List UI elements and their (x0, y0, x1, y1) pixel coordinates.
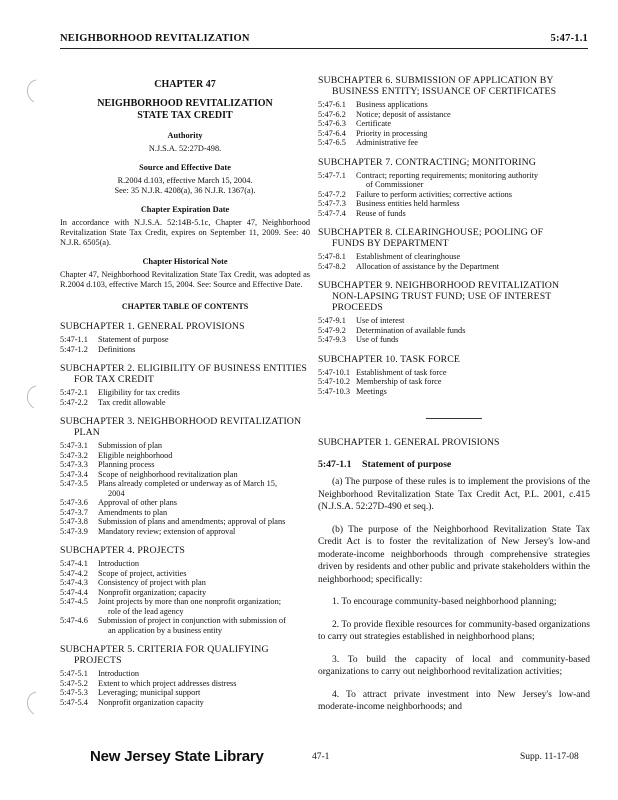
toc-row (60, 578, 310, 588)
toc-left (60, 321, 310, 707)
toc-section-title: Allocation of assistance by the Department (356, 261, 500, 271)
toc-row (318, 129, 590, 139)
toc-row (60, 669, 310, 679)
punch-hole-mark (22, 78, 42, 104)
toc-row (60, 498, 310, 508)
toc-section-number: 5:47-5.4 (60, 697, 88, 707)
toc-row (318, 377, 590, 387)
list-item: 1. To encourage community-based neighborhood planning; (332, 597, 557, 607)
authority-heading: Authority (167, 131, 203, 140)
left-column (60, 70, 310, 707)
paragraph-b: (b) The purpose of the Neighborhood Revitalization State Tax Credit Act is to foster the revitalization of New Jersey's low-and moderate-income neighborhoods through comprehensive strategies driven by residents and other public and private stakeholders within the neighborhood; specifically: (318, 524, 590, 585)
toc-row (60, 470, 310, 480)
toc-section-title: Mandatory review; extension of approval (98, 526, 236, 536)
toc-section-number: 5:47-9.2 (318, 325, 346, 335)
toc-section-number: 5:47-7.3 (318, 199, 346, 208)
toc-section-number: 5:47-5.2 (60, 678, 88, 688)
toc-row (318, 262, 590, 272)
toc-subchapter-heading: SUBCHAPTER 3. NEIGHBORHOOD REVITALIZATION PLAN (60, 416, 302, 438)
running-header (60, 33, 588, 47)
toc-section-title: Joint projects by more than one nonprofit organization; role of the lead agency (98, 597, 282, 616)
paragraph-a: (a) The purpose of these rules is to implement the provisions of the Neighborhood Revitalization State Tax Credit Act, P.L. 2001, c.415 (N.J.S.A. 52:27D-490 et seq.). (318, 477, 590, 512)
toc-section-title: Establishment of clearinghouse (356, 252, 461, 261)
toc-subchapter-heading: SUBCHAPTER 2. ELIGIBILITY OF BUSINESS ENTITIES FOR TAX CREDIT (60, 363, 307, 385)
toc-list (318, 100, 590, 148)
toc-row (318, 119, 590, 129)
section-divider (426, 418, 482, 419)
toc-section-number: 5:47-4.6 (60, 616, 88, 625)
toc-heading: CHAPTER TABLE OF CONTENTS (121, 302, 249, 311)
toc-section-title: Nonprofit organization; capacity (98, 587, 207, 597)
punch-hole-mark (22, 384, 42, 410)
toc-list (60, 388, 310, 407)
toc-subchapter-heading: SUBCHAPTER 7. CONTRACTING; MONITORING (318, 156, 536, 168)
source-heading: Source and Effective Date (139, 163, 231, 172)
toc-section-number: 5:47-4.5 (60, 597, 88, 606)
toc-section-number: 5:47-5.3 (60, 688, 88, 697)
toc-section-title: Plans already completed or underway as of March 15, 2004 (98, 479, 278, 498)
toc-subchapter-heading: SUBCHAPTER 4. PROJECTS (60, 545, 185, 556)
toc-section-number: 5:47-4.2 (60, 568, 88, 578)
toc-row (60, 698, 310, 708)
toc-section-number: 5:47-6.3 (318, 119, 346, 128)
footer-supplement-date: Supp. 11-17-08 (520, 752, 579, 762)
toc-row (60, 388, 310, 398)
toc-row (318, 335, 590, 345)
toc-section-number: 5:47-3.7 (60, 507, 88, 517)
toc-row (60, 588, 310, 598)
list-item: 2. To provide flexible resources for community-based organizations to carry out strategies established in neighborhood plans; (318, 619, 590, 642)
toc-section-title: Contract; reporting requirements; monitoring authority of Commissioner (356, 170, 539, 189)
toc-section-title: Approval of other plans (98, 498, 178, 507)
toc-section-number: 5:47-1.1 (60, 335, 88, 344)
toc-row (60, 569, 310, 579)
toc-row (60, 441, 310, 451)
toc-section-title: Submission of plan (98, 441, 163, 450)
toc-list (60, 441, 310, 536)
chapter-title: CHAPTER 47 (154, 79, 216, 90)
toc-section-number: 5:47-7.1 (318, 170, 346, 180)
toc-section-title: Tax credit allowable (98, 397, 166, 407)
toc-row (318, 100, 590, 110)
toc-list (60, 335, 310, 354)
toc-subchapter-heading: SUBCHAPTER 8. CLEARINGHOUSE; POOLING OF FUNDS BY DEPARTMENT (318, 227, 544, 249)
toc-section-title: Introduction (98, 669, 140, 678)
toc-row (318, 209, 590, 219)
toc-section-number: 5:47-3.1 (60, 441, 88, 450)
toc-subchapter-heading: SUBCHAPTER 10. TASK FORCE (318, 353, 460, 365)
list-item: 4. To attract private investment into New Jersey's low-and moderate-income neighborhoods; and (318, 689, 590, 712)
toc-list (318, 316, 590, 345)
toc-section-title: Amendments to plan (98, 507, 168, 517)
toc-row (318, 110, 590, 120)
toc-section-number: 5:47-3.8 (60, 517, 88, 526)
header-rule (60, 48, 588, 49)
toc-section-title: Scope of project, activities (98, 568, 187, 578)
toc-section-number: 5:47-9.1 (318, 316, 346, 325)
toc-section-number: 5:47-3.4 (60, 469, 88, 479)
section-number: 5:47-1.1 (318, 459, 352, 470)
toc-section-title: Establishment of task force (356, 367, 447, 377)
toc-section-number: 5:47-6.2 (318, 109, 346, 119)
toc-row (318, 190, 590, 200)
toc-section-title: Reuse of funds (356, 208, 406, 218)
toc-list (60, 669, 310, 707)
header-title: NEIGHBORHOOD REVITALIZATION (60, 33, 250, 44)
toc-section-number: 5:47-4.1 (60, 559, 88, 568)
toc-section-title: Leveraging; municipal support (98, 688, 201, 697)
toc-row (318, 387, 590, 397)
toc-section-title: Failure to perform activities; corrective actions (356, 189, 512, 199)
toc-subchapter-heading: SUBCHAPTER 6. SUBMISSION OF APPLICATION BY BUSINESS ENTITY; ISSUANCE OF CERTIFICATES (318, 75, 557, 97)
toc-section-title: Determination of available funds (356, 325, 466, 335)
toc-section-title: Business applications (356, 100, 428, 109)
toc-row (60, 688, 310, 698)
toc-section-title: Introduction (98, 559, 140, 568)
toc-section-title: Consistency of project with plan (98, 578, 206, 587)
toc-section-number: 5:47-9.3 (318, 335, 346, 344)
footer-page-number: 47-1 (312, 752, 330, 762)
toc-row (60, 517, 310, 527)
toc-row (60, 460, 310, 470)
toc-section-title: Administrative fee (356, 138, 418, 147)
toc-section-title: Business entities held harmless (356, 199, 460, 208)
toc-row (60, 559, 310, 569)
toc-row (318, 326, 590, 336)
toc-section-number: 5:47-7.2 (318, 189, 346, 199)
toc-section-number: 5:47-4.3 (60, 578, 88, 587)
toc-section-title: Priority in processing (356, 128, 428, 138)
toc-section-number: 5:47-8.1 (318, 252, 346, 261)
right-column (318, 66, 590, 714)
toc-row (60, 679, 310, 689)
body-subchapter-heading: SUBCHAPTER 1. GENERAL PROVISIONS (318, 437, 500, 448)
toc-section-title: Eligibility for tax credits (98, 388, 180, 397)
toc-section-number: 5:47-6.5 (318, 138, 346, 147)
section-title: Statement of purpose (362, 459, 452, 470)
authority-text: N.J.S.A. 52:27D-498. (148, 144, 222, 153)
toc-row (318, 316, 590, 326)
toc-list (60, 559, 310, 635)
toc-section-number: 5:47-10.2 (318, 377, 351, 386)
toc-section-title: Scope of neighborhood revitalization plan (98, 469, 238, 479)
toc-section-title: Definitions (98, 344, 136, 354)
historical-heading: Chapter Historical Note (142, 257, 228, 266)
list-item: 3. To build the capacity of local and community-based organizations to carry out neighborhood revitalization activities; (318, 654, 590, 677)
toc-row (60, 335, 310, 345)
toc-section-title: Extent to which project addresses distress (98, 678, 237, 688)
toc-section-title: Use of funds (356, 335, 399, 344)
expiration-text: In accordance with N.J.S.A. 52:14B-5.1c, Chapter 47, Neighborhood Revitalization State Tax Credit, expires on September 11, 2009. See: 40 N.J.R. 6505(a). (60, 218, 310, 247)
header-section-number: 5:47-1.1 (550, 33, 588, 44)
toc-row (318, 171, 590, 190)
toc-section-title: Notice; deposit of assistance (356, 109, 451, 119)
toc-row (60, 597, 310, 616)
toc-section-number: 5:47-10.1 (318, 367, 351, 377)
toc-list (318, 368, 590, 397)
toc-section-title: Submission of plans and amendments; approval of plans (98, 517, 286, 526)
toc-section-number: 5:47-4.4 (60, 587, 88, 597)
toc-row (60, 479, 310, 498)
punch-hole-mark (22, 690, 42, 716)
toc-section-number: 5:47-5.1 (60, 669, 88, 678)
toc-right (318, 75, 590, 396)
footer-library-name: New Jersey State Library (90, 748, 264, 765)
expiration-heading: Chapter Expiration Date (140, 205, 230, 214)
toc-row (60, 398, 310, 408)
toc-list (318, 252, 590, 271)
toc-row (318, 199, 590, 209)
toc-section-number: 5:47-3.6 (60, 498, 88, 507)
toc-section-number: 5:47-2.2 (60, 397, 88, 407)
toc-section-title: Meetings (356, 386, 387, 396)
toc-subchapter-heading: SUBCHAPTER 9. NEIGHBORHOOD REVITALIZATION NON-LAPSING TRUST FUND; USE OF INTEREST PROCEEDS (318, 280, 560, 313)
toc-row (318, 368, 590, 378)
toc-row (60, 508, 310, 518)
toc-section-number: 5:47-10.3 (318, 386, 351, 396)
toc-row (60, 345, 310, 355)
toc-section-number: 5:47-3.5 (60, 479, 88, 488)
toc-section-number: 5:47-2.1 (60, 388, 88, 397)
toc-section-title: Use of interest (356, 316, 405, 325)
toc-section-number: 5:47-1.2 (60, 344, 88, 354)
purpose-list (318, 596, 590, 714)
toc-section-number: 5:47-6.1 (318, 100, 346, 109)
section-heading (318, 460, 590, 470)
toc-section-number: 5:47-6.4 (318, 128, 346, 138)
historical-text: Chapter 47, Neighborhood Revitalization State Tax Credit, was adopted as R.2004 d.103, effective March 15, 2004. See: Source and Effective Date. (60, 270, 310, 289)
toc-subchapter-heading: SUBCHAPTER 1. GENERAL PROVISIONS (60, 321, 245, 332)
source-text: R.2004 d.103, effective March 15, 2004. See: 35 N.J.R. 4208(a), 36 N.J.R. 1367(a). (114, 176, 256, 195)
toc-row (60, 616, 310, 635)
toc-section-number: 5:47-3.9 (60, 526, 88, 536)
toc-section-title: Nonprofit organization capacity (98, 697, 204, 707)
toc-section-title: Certificate (356, 119, 392, 128)
toc-row (60, 527, 310, 537)
toc-section-title: Planning process (98, 460, 155, 469)
toc-subchapter-heading: SUBCHAPTER 5. CRITERIA FOR QUALIFYING PROJECTS (60, 644, 269, 666)
toc-section-title: Membership of task force (356, 377, 442, 386)
toc-section-title: Statement of purpose (98, 335, 169, 344)
toc-section-title: Eligible neighborhood (98, 450, 173, 460)
toc-list (318, 171, 590, 219)
toc-section-number: 5:47-8.2 (318, 261, 346, 271)
chapter-subtitle: NEIGHBORHOOD REVITALIZATION STATE TAX CREDIT (97, 98, 273, 121)
toc-section-number: 5:47-3.2 (60, 450, 88, 460)
toc-section-number: 5:47-7.4 (318, 208, 346, 218)
toc-section-number: 5:47-3.3 (60, 460, 88, 469)
toc-row (318, 138, 590, 148)
toc-section-title: Submission of project in conjunction with submission of an application by a business entity (98, 616, 286, 635)
toc-row (318, 252, 590, 262)
toc-row (60, 451, 310, 461)
